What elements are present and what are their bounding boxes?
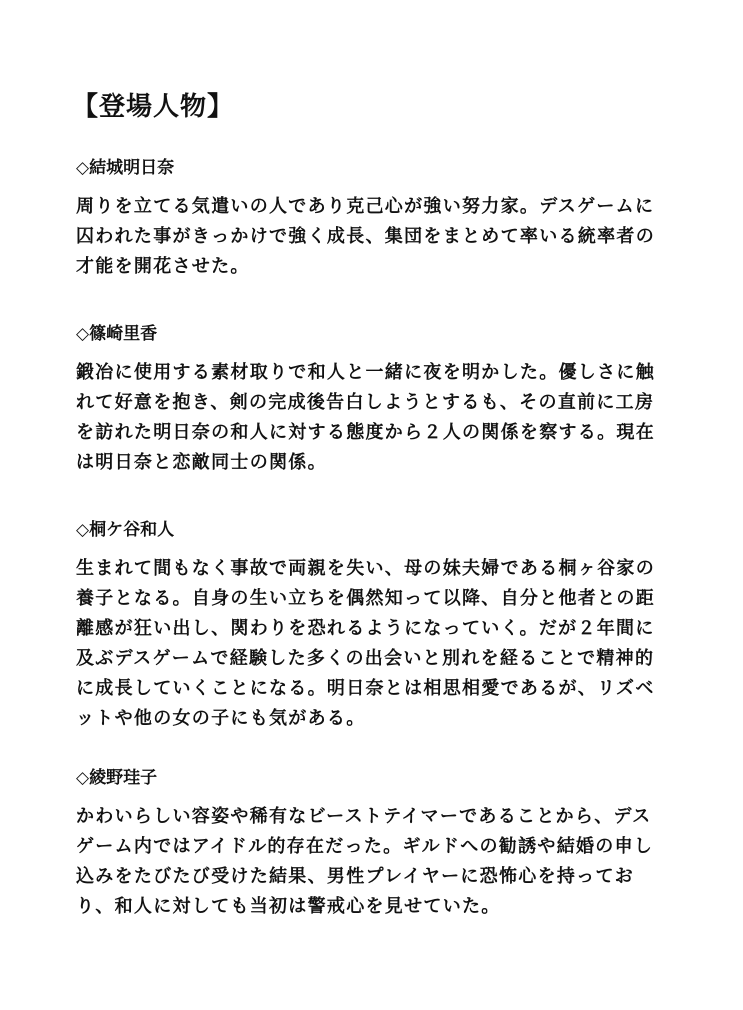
character-description: 鍛冶に使用する素材取りで和人と一緒に夜を明かした。優しさに触れて好意を抱き、剣の完成後告白しようとするも、その直前に工房を訪れた明日奈の和人に対する態度から２人の関係を察する。現在は明日奈と恋敵同士の関係。 [76, 362, 655, 473]
character-description: かわいらしい容姿や稀有なビーストテイマーであることから、デスゲーム内ではアイドル的存在だった。ギルドへの勧誘や結婚の申し込みをたびたび受けた結果、男性プレイヤーに恐怖心を持っており、和人に対しても当初は警戒心を見せていた。 [76, 806, 654, 917]
character-name: ◇結城明日奈 [76, 158, 175, 178]
character-name: ◇桐ケ谷和人 [76, 520, 175, 540]
character-section [76, 322, 666, 478]
character-name: ◇篠崎里香 [76, 324, 158, 344]
character-description: 生まれて間もなく事故で両親を失い、母の妹夫婦である桐ヶ谷家の養子となる。自身の生い立ちを偶然知って以降、自分と他者との距離感が狂い出し、関わりを恐れるようになっていく。だが２年間に及ぶデスゲームで経験した多くの出会いと別れを経ることで精神的に成長していくことになる。明日奈とは相思相愛であるが、リズベットや他の女の子にも気がある。 [76, 558, 655, 729]
character-section [76, 766, 666, 922]
page-title: 【登場人物】 [72, 92, 235, 123]
character-section [76, 156, 666, 282]
character-description: 周りを立てる気遣いの人であり克己心が強い努力家。デスゲームに囚われた事がきっかけで強く成長、集団をまとめて率いる統率者の才能を開花させた。 [76, 196, 655, 277]
character-section [76, 518, 666, 734]
character-name: ◇綾野珪子 [76, 768, 158, 788]
